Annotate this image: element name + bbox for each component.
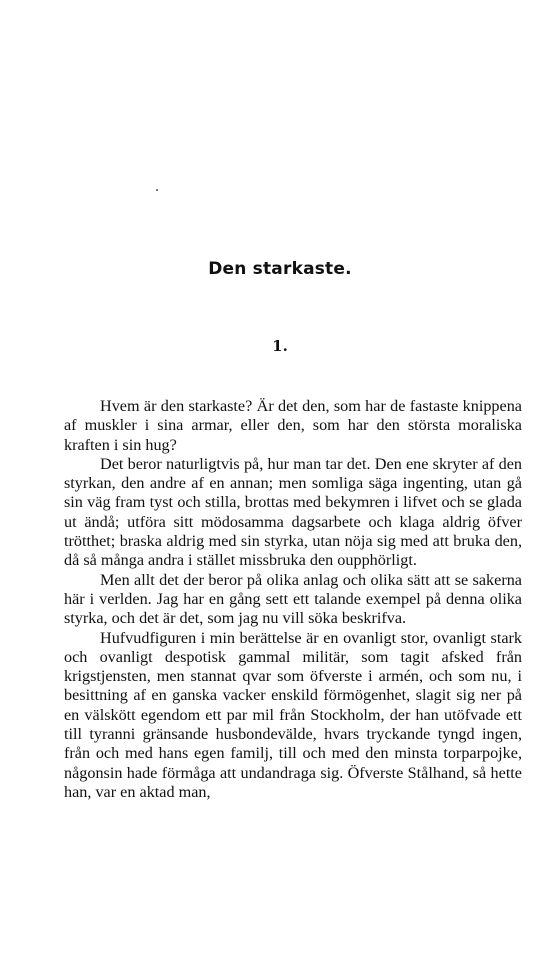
paragraph-3: Men allt det der beror på olika anlag och olika sätt att se sakerna här i verlden. Jag har en gång sett ett talande exempel på denna olika styrka, och det är det, som jag nu vill söka beskrifva. [64,570,522,628]
paragraph-2: Det beror naturligtvis på, hur man tar det. Den ene skryter af den styrkan, den andre af en annan; men somliga säga ingenting, utan gå sin väg fram tyst och stilla, brottas med bekymren i lifvet och se glada ut ändå; utföra sitt mödosamma dagsarbete och klaga aldrig öfver trötthet; braska aldrig med sin styrka, utan nöja sig med att bruka den, då så många andra i stället missbruka den oupphörligt. [64,454,522,570]
paragraph-1: Hvem är den starkaste? Är det den, som har de fastaste knippena af muskler i sina armar, eller den, som har den största moraliska kraften i sin hug? [64,397,522,454]
paragraph-4: Hufvudfiguren i min berättelse är en ovanligt stor, ovanligt stark och ovanligt despotisk gammal militär, som tagit afsked från krigstjensten, men stannat qvar som öfverste i armén, och som nu, i besittning af en ganska vacker enskild förmögenhet, slagit sig ner på en välskött egendom ett par mil från Stockholm, der han utöfvade ett till tyranni gränsande husbondevälde, hvars tryckande tyngd ingen, från och med hans egen familj, till och med den minsta torparpojke, någonsin hade förmåga att undandraga sig. Öfverste Stålhand, så hette han, var en aktad man, [64,628,522,801]
body-text [64,397,522,802]
section-number: 1. [272,337,288,355]
chapter-title: Den starkaste. [208,259,352,279]
print-speck [156,189,158,191]
